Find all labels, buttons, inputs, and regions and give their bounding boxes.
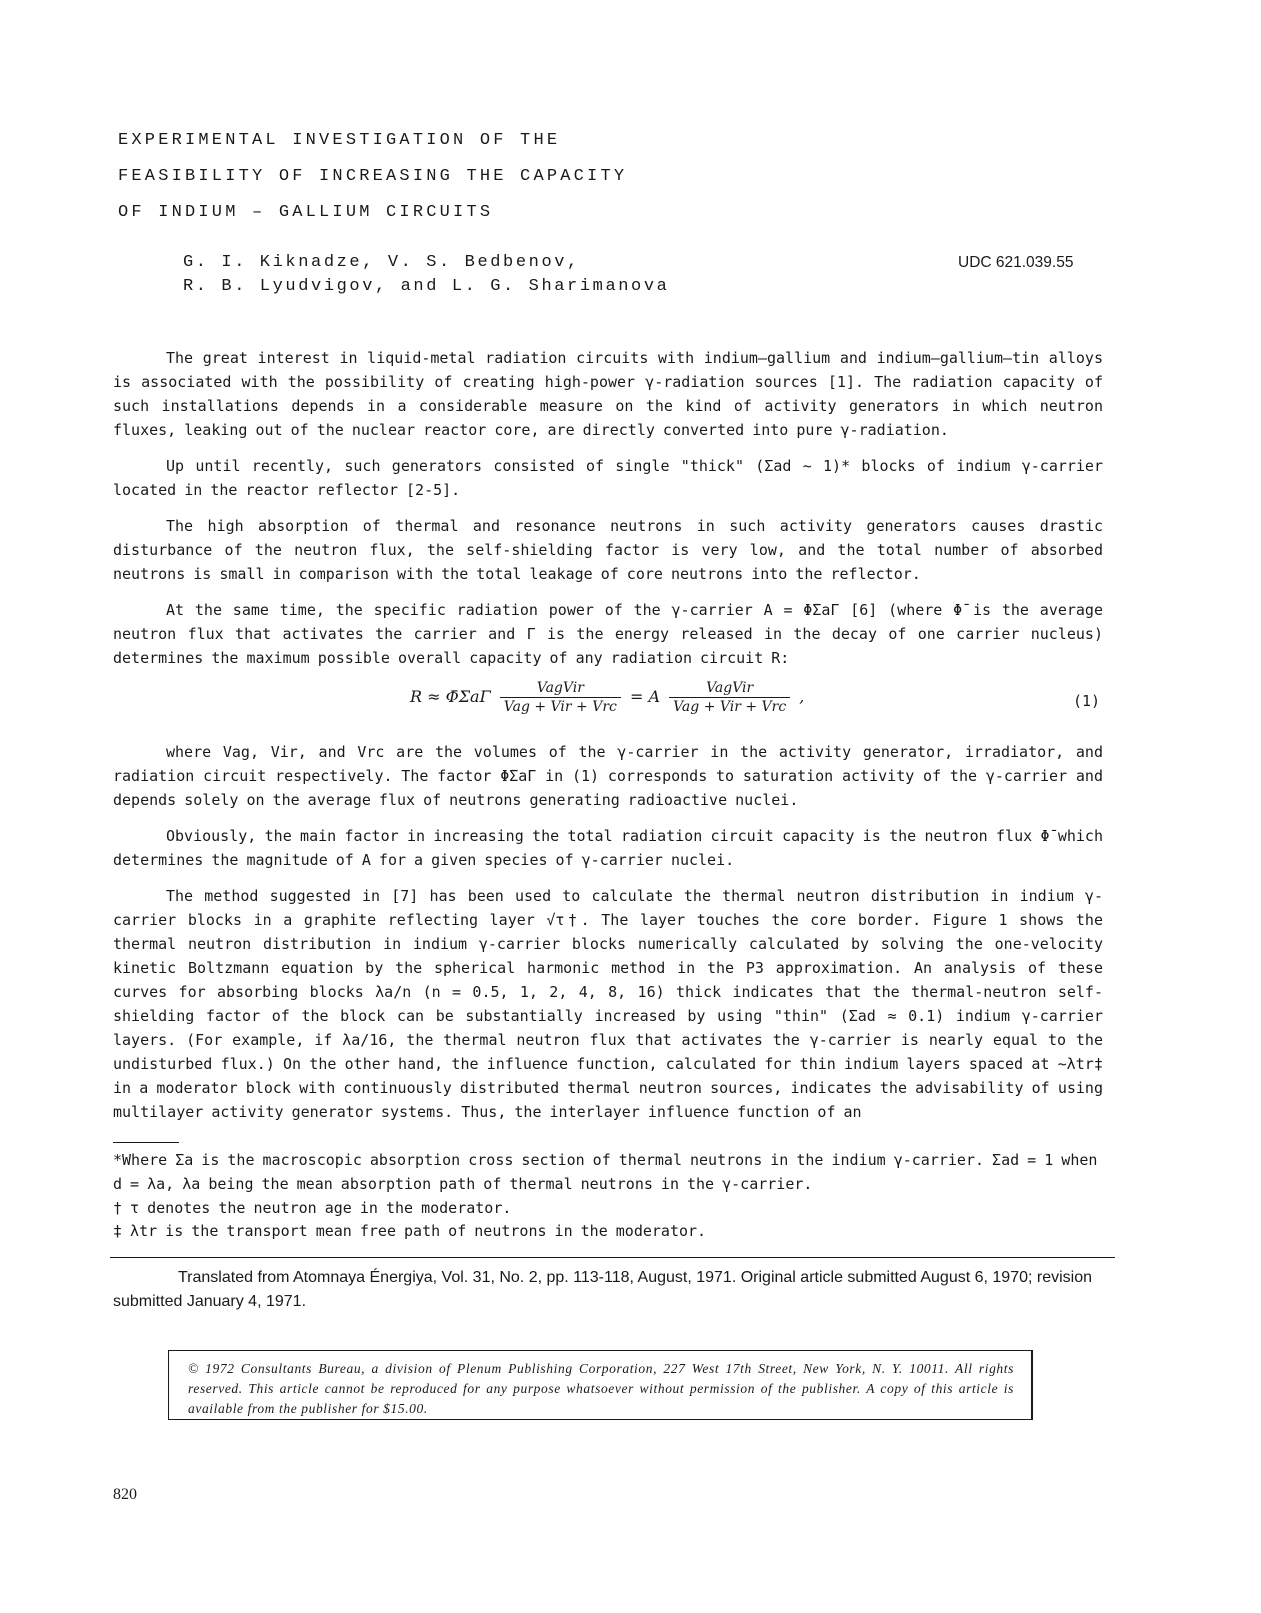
equation-number: (1): [1073, 692, 1101, 710]
udc-code: UDC 621.039.55: [958, 254, 1074, 271]
footnote-rule: [113, 1142, 179, 1143]
paragraph-3: The high absorption of thermal and resonance neutrons in such activity generators causes drastic disturbance of the neutron flux, the self-shielding factor is very low, and the total number of absorbed neutrons is small in comparison with the total leakage of core neutrons into the reflector.: [113, 517, 1103, 583]
equation-lhs: R ≈ Φ̄ΣaΓ: [410, 687, 491, 706]
footnote-asterisk: *Where Σa is the macroscopic absorption cross section of thermal neutrons in the indium γ-carrier. Σad = 1 when d = λa, λa being the mean absorption path of thermal neutrons in the γ-carrier.: [113, 1151, 1098, 1193]
translation-note: Translated from Atomnaya Énergiya, Vol. 31, No. 2, pp. 113-118, August, 1971. Original article submitted August 6, 1970; revision submitted January 4, 1971.: [113, 1269, 1093, 1310]
paragraph-5: where Vag, Vir, and Vrc are the volumes of the γ-carrier in the activity generator, irradiator, and radiation circuit respectively. The factor Φ̄ΣaΓ in (1) corresponds to saturation activity of the γ-carrier and depends solely on the average flux of neutrons generating radioactive nuclei.: [113, 743, 1103, 809]
equation-expression: [410, 680, 804, 715]
fraction-2-denominator: Vag + Vir + Vrc: [673, 699, 787, 715]
paragraph-6: Obviously, the main factor in increasing the total radiation circuit capacity is the neutron flux Φ̄ which determines the magnitude of A for a given species of γ-carrier nuclei.: [113, 827, 1103, 869]
paragraph-1: The great interest in liquid-metal radiation circuits with indium–gallium and indium–gallium–tin alloys is associated with the possibility of creating high-power γ-radiation sources [1]. The radiation capacity of such installations depends in a considerable measure on the kind of activity generators in which neutron fluxes, leaking out of the nuclear reactor core, are directly converted into pure γ-radiation.: [113, 349, 1103, 439]
equation-fraction-2: [669, 680, 790, 715]
fraction-1-numerator: VagVir: [500, 680, 621, 698]
footnote-dagger: † τ denotes the neutron age in the moderator.: [113, 1199, 512, 1217]
copyright-text: © 1972 Consultants Bureau, a division of Plenum Publishing Corporation, 227 West 17th Street, New York, N. Y. 10011. All rights reserved. This article cannot be reproduced for any purpose whatsoever without permission of the publisher. A copy of this article is available from the publisher for $15.00.: [188, 1361, 1014, 1416]
title-line-2: FEASIBILITY OF INCREASING THE CAPACITY: [118, 167, 628, 186]
translation-rule: [110, 1257, 1115, 1258]
paragraph-7: The method suggested in [7] has been used to calculate the thermal neutron distribution in indium γ-carrier blocks in a graphite reflecting layer √τ†. The layer touches the core border. Figure 1 shows the thermal neutron distribution in indium γ-carrier blocks numerically calculated by solving the one-velocity kinetic Boltzmann equation by the spherical harmonic method in the P3 approximation. An analysis of these curves for absorbing blocks λa/n (n = 0.5, 1, 2, 4, 8, 16) thick indicates that the thermal-neutron self-shielding factor of the block can be substantially increased by using "thin" (Σad ≈ 0.1) indium γ-carrier layers. (For example, if λa/16, the thermal neutron flux that activates the γ-carrier is nearly equal to the undisturbed flux.) On the other hand, the influence function, calculated for thin indium layers spaced at ~λtr‡ in a moderator block with continuously distributed thermal neutron sources, indicates the advisability of using multilayer activity generator systems. Thus, the interlayer influence function of an: [113, 887, 1103, 1121]
equation-fraction-1: [500, 680, 621, 715]
fraction-1-denominator: Vag + Vir + Vrc: [503, 699, 617, 715]
equation-tail: ,: [799, 687, 805, 706]
paragraph-2: Up until recently, such generators consisted of single "thick" (Σad ~ 1)* blocks of indium γ-carrier located in the reactor reflector [2-5].: [113, 457, 1103, 499]
equation-1: [0, 672, 1261, 732]
fraction-2-numerator: VagVir: [669, 680, 790, 698]
footnote-double-dagger: ‡ λtr is the transport mean free path of neutrons in the moderator.: [113, 1222, 707, 1240]
authors-line-1: G. I. Kiknadze, V. S. Bedbenov,: [183, 253, 580, 272]
paragraph-4: At the same time, the specific radiation power of the γ-carrier A = Φ̄ΣaΓ [6] (where Φ̄ is the average neutron flux that activates the carrier and Γ is the energy released in the decay of one carrier nucleus) determines the maximum possible overall capacity of any radiation circuit R:: [113, 601, 1103, 667]
page-number: 820: [113, 1486, 137, 1503]
authors-line-2: R. B. Lyudvigov, and L. G. Sharimanova: [183, 277, 670, 296]
copyright-box: [168, 1350, 1033, 1420]
title-line-1: EXPERIMENTAL INVESTIGATION OF THE: [118, 131, 561, 150]
title-line-3: OF INDIUM – GALLIUM CIRCUITS: [118, 203, 494, 222]
equation-middle: = A: [629, 687, 661, 706]
